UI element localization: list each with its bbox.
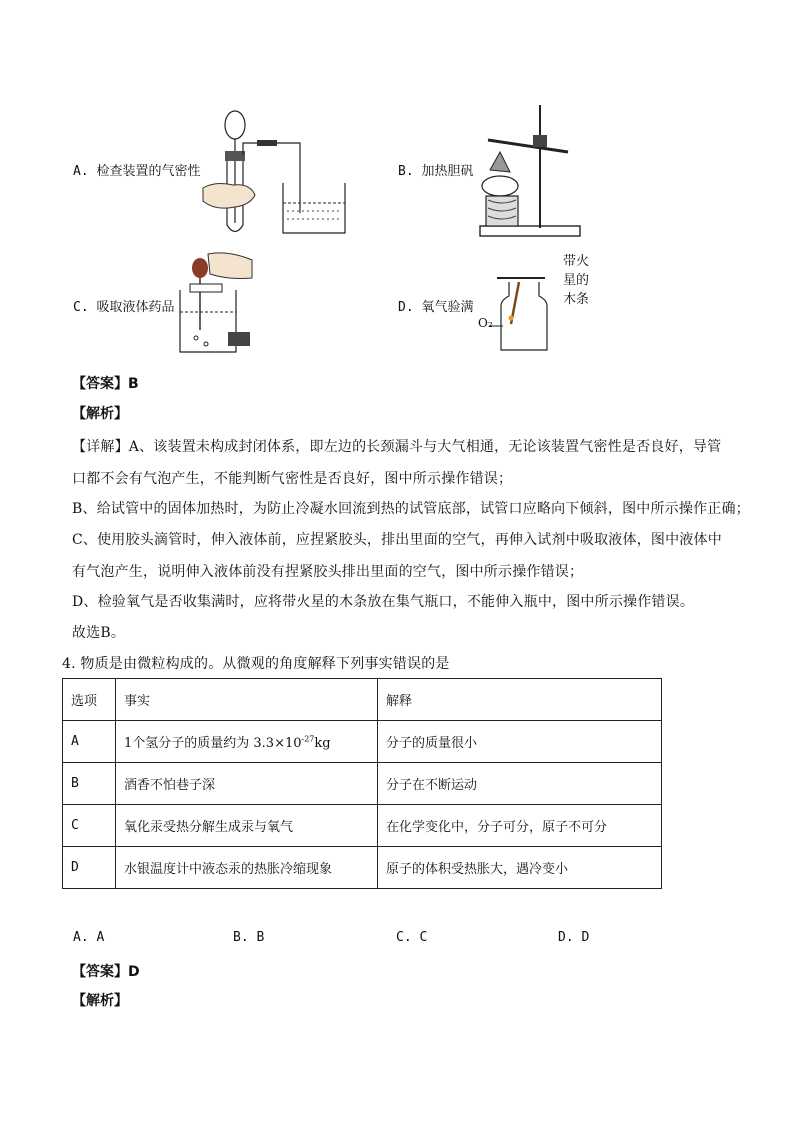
q3-detail-c: C、使用胶头滴管时，伸入液体前，应捏紧胶头，排出里面的空气，再伸入试剂中吸取液体，图中液体中有气泡产生，说明伸入液体前没有捏紧胶头排出里面的空气，图中所示操作错误； xyxy=(72,532,722,580)
option-b-label: B. 加热胆矾 xyxy=(398,164,474,179)
option-d-label: D. 氧气验满 xyxy=(398,300,474,315)
q3-detail-d: D、检验氧气是否收集满时，应将带火星的木条放在集气瓶口，不能伸入瓶中，图中所示操作错误。 xyxy=(72,594,695,610)
table-cell-option: D xyxy=(63,847,116,889)
table-cell-fact: 水银温度计中液态汞的热胀冷缩现象 xyxy=(116,847,378,889)
table-cell-explain: 在化学变化中，分子可分，原子不可分 xyxy=(378,805,662,847)
splint-label xyxy=(563,252,589,309)
table-header: 选项 xyxy=(63,679,116,721)
table-header: 解释 xyxy=(378,679,662,721)
dropper-figure xyxy=(178,250,258,355)
choice-b: B. B xyxy=(233,930,265,945)
q4-table xyxy=(62,678,662,889)
option-a-label: A. 检查装置的气密性 xyxy=(73,164,201,179)
option-c-label: C. 吸取液体药品 xyxy=(73,300,175,315)
table-cell-explain: 分子在不断运动 xyxy=(378,763,662,805)
splint-label-line: 带火 xyxy=(563,254,590,269)
airtightness-apparatus-figure xyxy=(195,103,365,238)
q3-analysis-label: 【解析】 xyxy=(72,406,128,422)
table-cell-explain: 原子的体积受热胀大，遇冷变小 xyxy=(378,847,662,889)
choice-c: C. C xyxy=(396,930,428,945)
fact-exponent: -27 xyxy=(301,734,315,744)
table-cell-fact xyxy=(116,721,378,763)
q4-analysis-label: 【解析】 xyxy=(72,993,128,1009)
q3-detail-b: B、给试管中的固体加热时，为防止冷凝水回流到热的试管底部，试管口应略向下倾斜，图中所示操作正确； xyxy=(72,501,750,517)
table-cell-explain: 分子的质量很小 xyxy=(378,721,662,763)
q4-answer: 【答案】D xyxy=(72,964,140,980)
splint-label-line: 木条 xyxy=(563,292,590,307)
q3-conclusion: 故选B。 xyxy=(72,625,126,641)
q3-detail-a: 【详解】A、该装置未构成封闭体系，即左边的长颈漏斗与大气相通，无论该装置气密性是否良好，导管口都不会有气泡产生，不能判断气密性是否良好，图中所示操作错误； xyxy=(72,439,722,487)
table-cell-option: A xyxy=(63,721,116,763)
splint-label-line: 星的 xyxy=(563,273,590,288)
fact-unit: kg xyxy=(314,736,331,751)
table-cell-fact: 氧化汞受热分解生成汞与氧气 xyxy=(116,805,378,847)
table-row xyxy=(63,847,662,889)
o2-label: O₂ xyxy=(478,316,493,330)
q3-answer: 【答案】B xyxy=(72,376,139,392)
table-cell-option: B xyxy=(63,763,116,805)
table-header-row xyxy=(63,679,662,721)
choice-d: D. D xyxy=(558,930,590,945)
heating-copper-sulfate-figure xyxy=(478,100,588,240)
q4-stem: 4. 物质是由微粒构成的。从微观的角度解释下列事实错误的是 xyxy=(62,656,450,672)
table-cell-option: C xyxy=(63,805,116,847)
table-row xyxy=(63,805,662,847)
choice-a: A. A xyxy=(73,930,105,945)
table-header: 事实 xyxy=(116,679,378,721)
table-cell-fact: 酒香不怕巷子深 xyxy=(116,763,378,805)
fact-text: 1个氢分子的质量约为 3.3×10 xyxy=(124,736,302,751)
table-row xyxy=(63,763,662,805)
table-row xyxy=(63,721,662,763)
oxygen-test-figure xyxy=(475,256,565,356)
